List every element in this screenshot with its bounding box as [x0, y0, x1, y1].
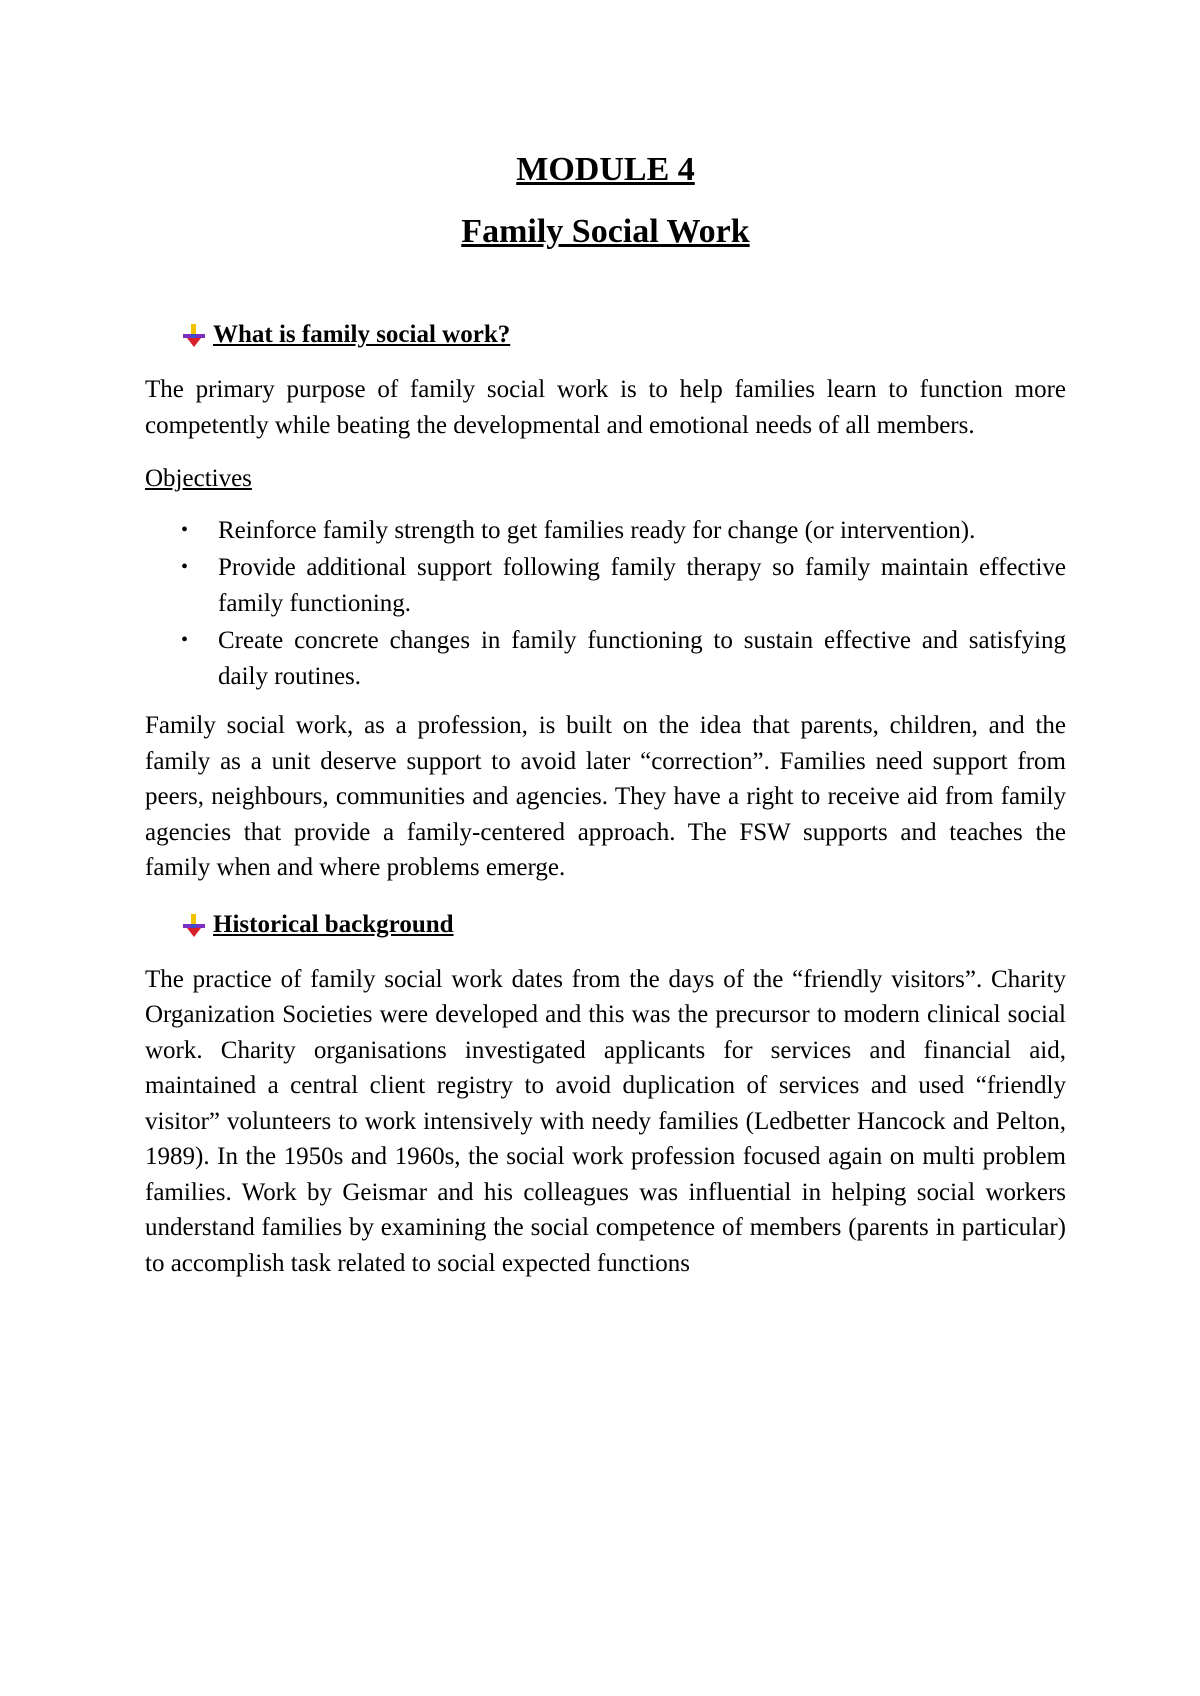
section-heading-label: What is family social work?: [213, 321, 511, 348]
arrow-down-bullet-icon: [181, 322, 207, 348]
bullet-icon: •: [181, 629, 189, 651]
section-heading-what-is: [181, 318, 1066, 352]
list-item: [145, 623, 1066, 694]
list-item: [145, 513, 1066, 549]
objectives-label: Objectives: [145, 465, 252, 492]
fsw-profession-paragraph: Family social work, as a profession, is built on the idea that parents, children, and the family as a unit deserve support to avoid later “correction”. Families need support from peers, neighbours, communities and agencies. They have a right to receive aid from family agencies that provide a family-centered approach. The FSW supports and teaches the family when and where problems emerge.: [145, 712, 1066, 881]
list-item-text: Create concrete changes in family functioning to sustain effective and satisfying daily routines.: [218, 627, 1066, 690]
document-subtitle: Family Social Work: [461, 213, 750, 250]
section-heading-historical: [181, 908, 1066, 942]
intro-paragraph: The primary purpose of family social work is to help families learn to function more competently while beating the developmental and emotional needs of all members.: [145, 376, 1066, 439]
section-heading-label: Historical background: [213, 910, 454, 938]
list-item-text: Provide additional support following family therapy so family maintain effective family functioning.: [218, 554, 1066, 617]
list-item: [145, 550, 1066, 621]
bullet-icon: •: [181, 518, 189, 541]
bullet-icon: •: [181, 556, 189, 578]
list-item-text: Reinforce family strength to get families ready for change (or intervention).: [218, 516, 976, 544]
module-title: MODULE 4: [516, 151, 695, 188]
arrow-down-bullet-icon: [181, 912, 207, 938]
historical-paragraph: The practice of family social work dates from the days of the “friendly visitors”. Charity Organization Societies were developed and this was the precursor to modern clinical social work. Charity organisations investigated applicants for services and financial aid, maintained a central client registry to avoid duplication of services and used “friendly visitor” volunteers to work intensively with needy families (Ledbetter Hancock and Pelton, 1989). In the 1950s and 1960s, the social work profession focused again on multi problem families. Work by Geismar and his colleagues was influential in helping social workers understand families by examining the social competence of members (parents in particular) to accomplish task related to social expected functions: [145, 965, 1066, 1277]
objectives-list: [145, 513, 1066, 695]
